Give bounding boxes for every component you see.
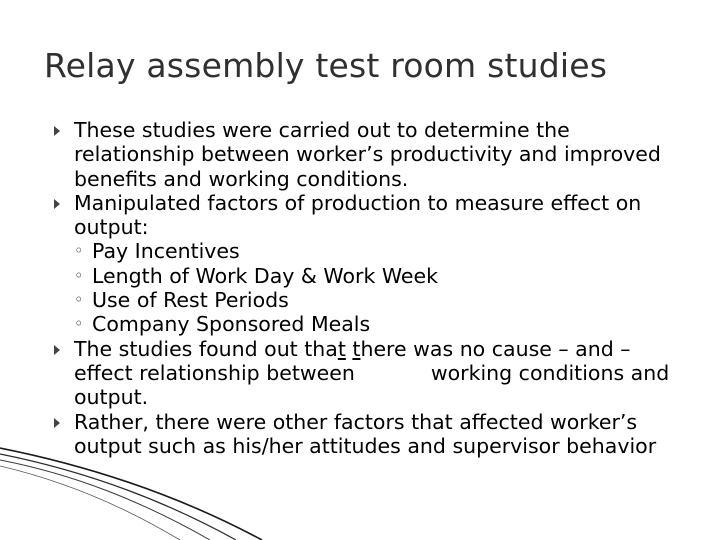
decorative-swoosh-lines [0,440,720,540]
sub-bullet-text: Company Sponsored Meals [92,312,371,337]
sub-bullet-item [52,312,692,336]
bullet-text: Manipulated factors of production to measure effect on output: [74,190,642,240]
sub-bullet-item [52,264,692,288]
bullet-text-part: working conditions and output. [74,360,670,410]
bullet-item-1 [52,118,692,191]
bullet-arrow-icon [54,418,60,428]
sub-bullet-text: Length of Work Day & Work Week [92,263,439,288]
bullet-text-part: The studies found out tha [74,336,338,361]
bullet-text: These studies were carried out to determine the relationship between worker’s productivity and improved benefits and working conditions. [74,118,661,191]
circle-bullet-icon: ◦ [74,290,84,310]
sub-bullet-item [52,239,692,263]
sub-bullet-text: Pay Incentives [92,239,240,264]
bullet-arrow-icon [54,126,60,136]
circle-bullet-icon: ◦ [74,314,84,334]
bullet-arrow-icon [54,199,60,209]
bullet-arrow-icon [54,345,60,355]
bullet-item-2 [52,191,692,240]
slide-title: Relay assembly test room studies [44,46,608,85]
underlined-letter: t [352,336,361,361]
bullet-text: Rather, there were other factors that affected worker’s output such as his/her attitudes and supervisor behavior [74,409,657,458]
bullet-item-3 [52,337,692,410]
bullet-list [52,118,692,458]
bullet-text-part: here was no cause – and – effect relationship between [74,336,631,385]
sub-bullet-text: Use of Rest Periods [92,288,289,313]
underlined-letter: t [337,336,346,361]
circle-bullet-icon: ◦ [74,241,84,261]
circle-bullet-icon: ◦ [74,265,84,285]
sub-bullet-item [52,288,692,312]
